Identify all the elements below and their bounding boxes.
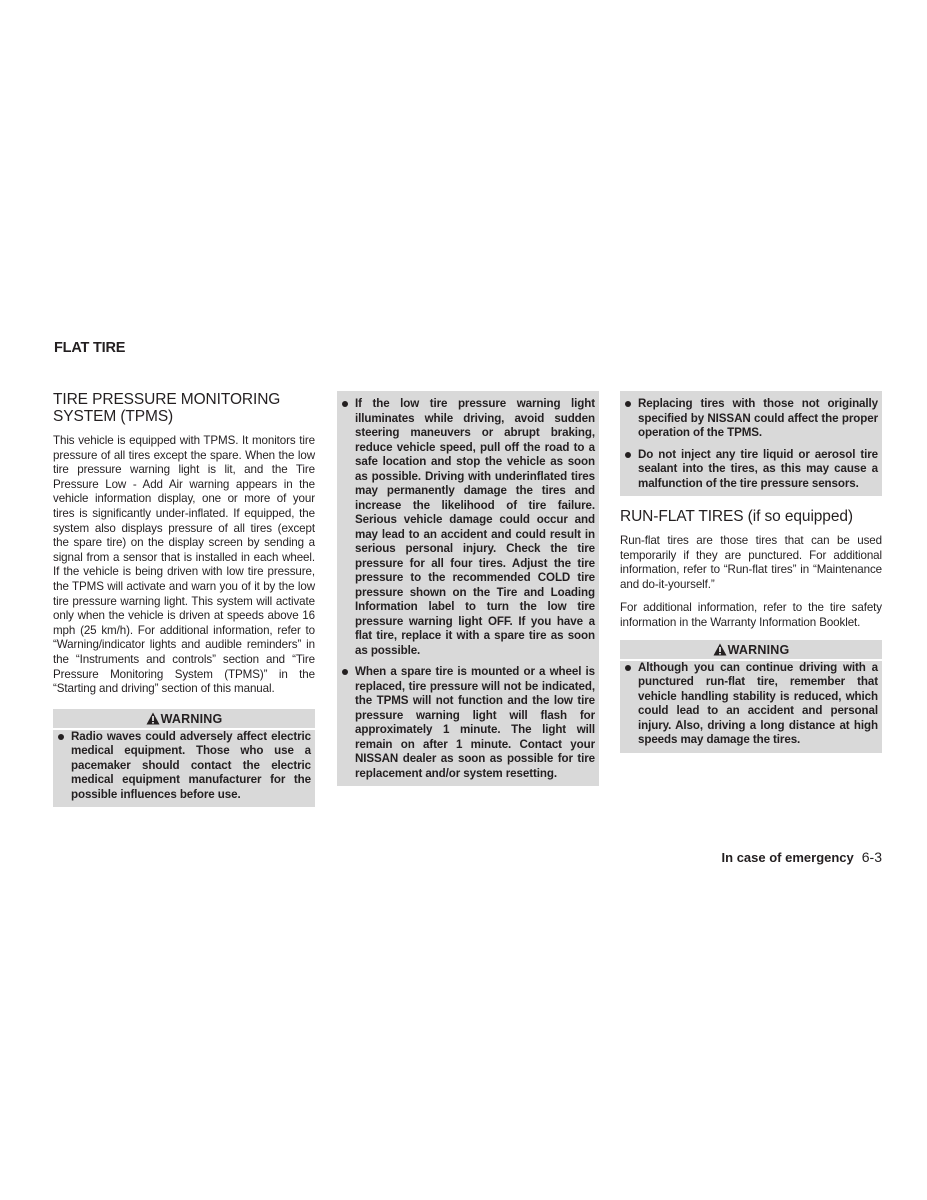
column-1 bbox=[53, 391, 315, 807]
warning-list bbox=[620, 391, 882, 491]
warning-item: Although you can continue driving with a punctured run-flat tire, remember that vehicle handling stability is reduced, which could lead to an accident and personal injury. Also, driving a long distance at high speeds may damage the tires. bbox=[620, 661, 882, 748]
page-number: 6-3 bbox=[861, 849, 882, 865]
page-footer bbox=[600, 849, 882, 865]
column-3 bbox=[620, 391, 882, 753]
warning-triangle-icon bbox=[146, 712, 160, 725]
runflat-body-1: Run-flat tires are those tires that can be used temporarily if they are punctured. For additional information, refer to “Run-flat tires” in “Maintenance and do-it-yourself.” bbox=[620, 534, 882, 591]
warning-item: Replacing tires with those not originally specified by NISSAN could affect the proper operation of the TPMS. bbox=[620, 397, 882, 441]
warning-box-radio bbox=[53, 709, 315, 808]
chapter-title: In case of emergency bbox=[721, 850, 854, 865]
warning-item: When a spare tire is mounted or a wheel is replaced, tire pressure will not be indicated, the TPMS will not function and the low tire pressure warning light will flash for approximately 1 minute. The light will remain on after 1 minute. Contact your NISSAN dealer as soon as possible for tire replacement and/or system resetting. bbox=[337, 665, 599, 781]
warning-label: WARNING bbox=[727, 642, 790, 657]
tpms-heading-line2: SYSTEM (TPMS) bbox=[53, 408, 174, 425]
warning-box-continued bbox=[337, 391, 599, 786]
warning-triangle-icon bbox=[713, 643, 727, 656]
tpms-heading-line1: TIRE PRESSURE MONITORING bbox=[53, 391, 281, 408]
warning-header bbox=[620, 640, 882, 661]
tpms-body-paragraph: This vehicle is equipped with TPMS. It monitors tire pressure of all tires except the spare. When the low tire pressure warning light is lit, and the Tire Pressure Low - Add Air warning appears in the vehicle information display, one or more of your tires is significantly under-inflated. If equipped, the system also displays pressure of all tires (except the spare tire) on the display screen by sending a signal from a sensor that is installed in each wheel. If the vehicle is being driven with low tire pressure, the TPMS will activate and warn you of it by the low tire pressure warning light. This system will activate only when the vehicle is driven at speeds above 16 mph (25 km/h). For additional information, refer to “Warning/indicator lights and audible reminders” in the “Instruments and controls” section and “Tire Pressure Monitoring System (TPMS)” in the “Starting and driving” section of this manual. bbox=[53, 434, 315, 696]
column-2 bbox=[337, 391, 599, 786]
warning-list bbox=[337, 391, 599, 781]
tpms-heading bbox=[53, 391, 315, 425]
warning-box-runflat bbox=[620, 640, 882, 753]
runflat-heading: RUN-FLAT TIRES (if so equipped) bbox=[620, 508, 853, 525]
warning-item: Radio waves could adversely affect electric medical equipment. Those who use a pacemaker should contact the electric medical equipment manufacturer for the possible influences before use. bbox=[53, 730, 315, 803]
warning-box-tpms-continued bbox=[620, 391, 882, 496]
runflat-body-2: For additional information, refer to the tire safety information in the Warranty Information Booklet. bbox=[620, 601, 882, 629]
warning-item: Do not inject any tire liquid or aerosol tire sealant into the tires, as this may cause a malfunction of the tire pressure sensors. bbox=[620, 448, 882, 492]
warning-header bbox=[53, 709, 315, 730]
warning-item: If the low tire pressure warning light illuminates while driving, avoid sudden steering maneuvers or abrupt braking, reduce vehicle speed, pull off the road to a safe location and stop the vehicle as soon as possible. Driving with underinflated tires may permanently damage the tires and increase the likelihood of tire failure. Serious vehicle damage could occur and may lead to an accident and could result in serious personal injury. Check the tire pressure for all four tires. Adjust the tire pressure to the recommended COLD tire pressure shown on the Tire and Loading Information label to turn the low tire pressure warning light OFF. If you have a flat tire, replace it with a spare tire as soon as possible. bbox=[337, 397, 599, 658]
warning-label: WARNING bbox=[160, 711, 223, 726]
section-title: FLAT TIRE bbox=[54, 340, 126, 356]
warning-list bbox=[53, 730, 315, 803]
warning-list bbox=[620, 661, 882, 748]
